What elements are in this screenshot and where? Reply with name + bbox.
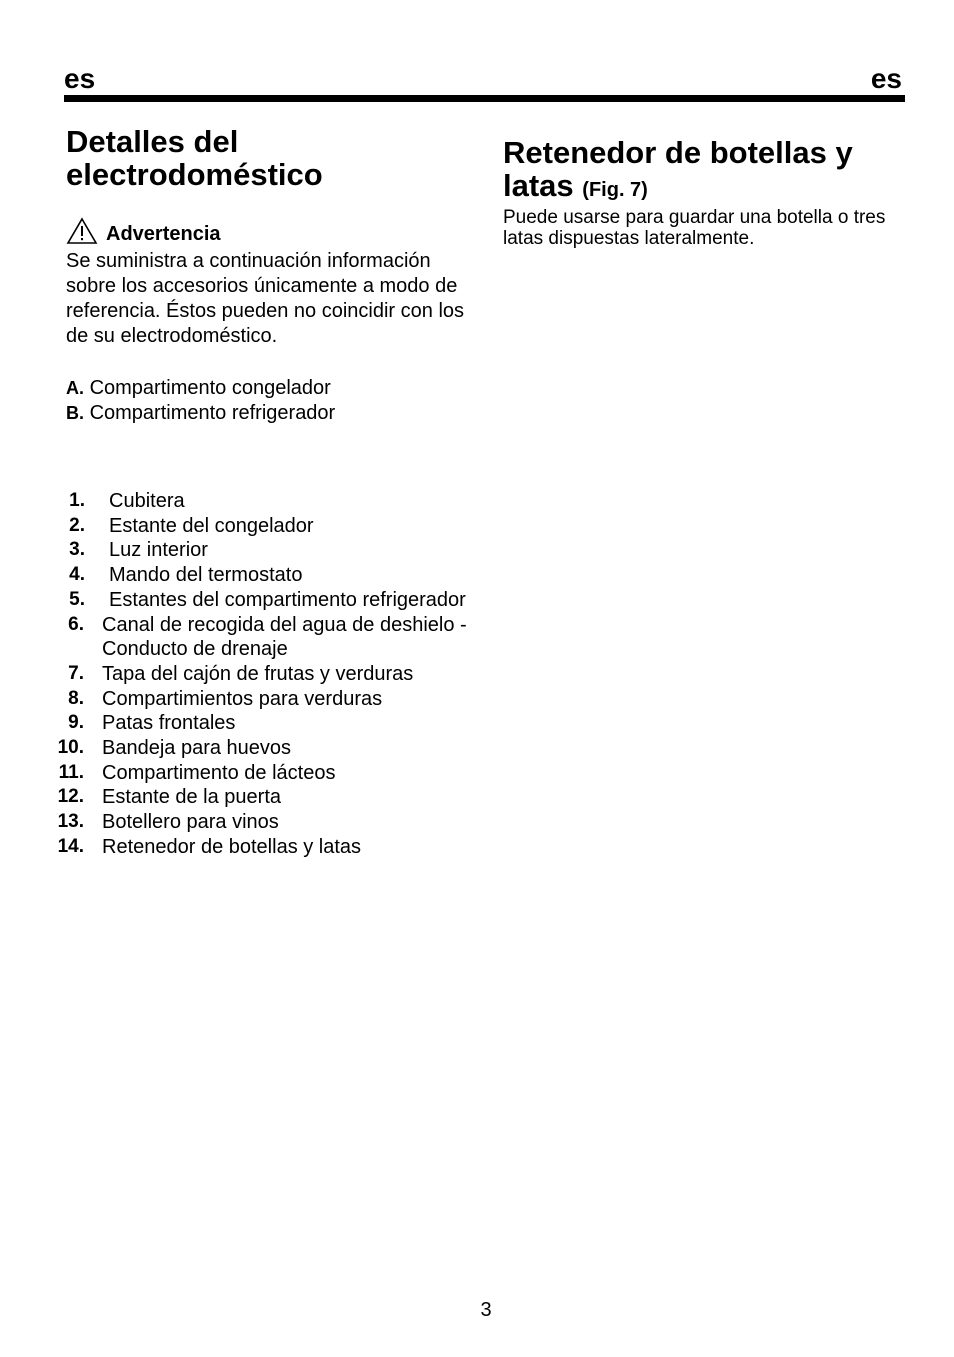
title-line-2: electrodoméstico [66, 157, 323, 192]
part-number: 6. [68, 613, 84, 635]
title-line-1: Detalles del [66, 124, 239, 159]
parts-list-item [56, 662, 496, 687]
part-number: 12. [57, 786, 84, 808]
part-number: 8. [68, 687, 84, 709]
warning-text: Se suministra a continuación información sobre los accesorios únicamente a modo de referencia. Éstos pueden no coincidir con los de su electrodoméstico. [66, 250, 465, 347]
part-label: Mando del termostato [109, 564, 303, 587]
part-number: 9. [68, 712, 84, 734]
compartment-item [66, 376, 486, 401]
part-label: Estantes del compartimento refrigerador [109, 588, 466, 611]
compartment-letter: B. [66, 403, 84, 423]
parts-list-item [56, 835, 496, 860]
part-number: 7. [68, 662, 84, 684]
parts-list [56, 489, 496, 860]
parts-list-item [56, 538, 496, 563]
warning-triangle-icon [66, 217, 98, 245]
parts-list-item [56, 736, 496, 761]
part-label: Bandeja para huevos [102, 737, 292, 760]
language-code-right: es [870, 63, 902, 94]
warning-heading [66, 215, 486, 245]
parts-list-item [56, 514, 496, 539]
parts-list-item [56, 563, 496, 588]
warning-label: Advertencia [106, 223, 221, 245]
part-number: 2. [69, 514, 85, 536]
parts-list-item [56, 489, 496, 514]
part-label: Estante del congelador [109, 514, 314, 537]
page-number: 3 [480, 1299, 492, 1321]
part-number: 4. [69, 564, 85, 586]
part-label: Botellero para vinos [102, 811, 279, 834]
section-title-appliance-details [66, 125, 486, 191]
part-label: Retenedor de botellas y latas [102, 835, 362, 858]
part-label: Cubitera [109, 490, 185, 512]
part-number: 11. [58, 761, 84, 783]
part-label: Compartimento de lácteos [102, 761, 336, 784]
part-label: Tapa del cajón de frutas y verduras [102, 662, 414, 685]
compartment-list [66, 376, 486, 426]
figure-reference: (Fig. 7) [582, 179, 648, 201]
compartment-label: Compartimento refrigerador [89, 402, 336, 424]
part-label: Canal de recogida del agua de deshielo - Conducto de drenaje [102, 613, 467, 661]
part-number: 5. [69, 588, 85, 610]
part-number: 3. [69, 539, 85, 561]
compartment-letter: A. [66, 378, 84, 398]
part-number: 14. [57, 835, 84, 857]
title-line-2: latas [503, 168, 574, 203]
parts-list-item [56, 711, 496, 736]
parts-list-item [56, 810, 496, 835]
part-label: Patas frontales [102, 712, 236, 735]
appliance-details-section [66, 125, 486, 426]
part-label: Compartimientos para verduras [102, 687, 383, 710]
part-label: Luz interior [109, 539, 208, 562]
compartment-item [66, 401, 486, 426]
section-title-bottle-can-holder [503, 136, 913, 207]
part-number: 1. [69, 490, 85, 511]
parts-list-item [56, 588, 496, 613]
parts-list-item [56, 613, 496, 662]
part-label: Estante de la puerta [102, 786, 282, 809]
part-number: 10. [57, 737, 84, 759]
language-code-left: es [64, 63, 96, 94]
bottle-can-holder-text: Puede usarse para guardar una botella o tres latas dispuestas lateralmente. [503, 207, 886, 249]
part-number: 13. [57, 811, 84, 833]
compartment-label: Compartimento congelador [89, 377, 331, 399]
parts-list-item [56, 687, 496, 712]
title-line-1: Retenedor de botellas y [503, 135, 853, 170]
parts-list-item [56, 761, 496, 786]
parts-list-item [56, 785, 496, 810]
bottle-can-holder-section [503, 136, 913, 249]
header-rule [64, 95, 905, 102]
